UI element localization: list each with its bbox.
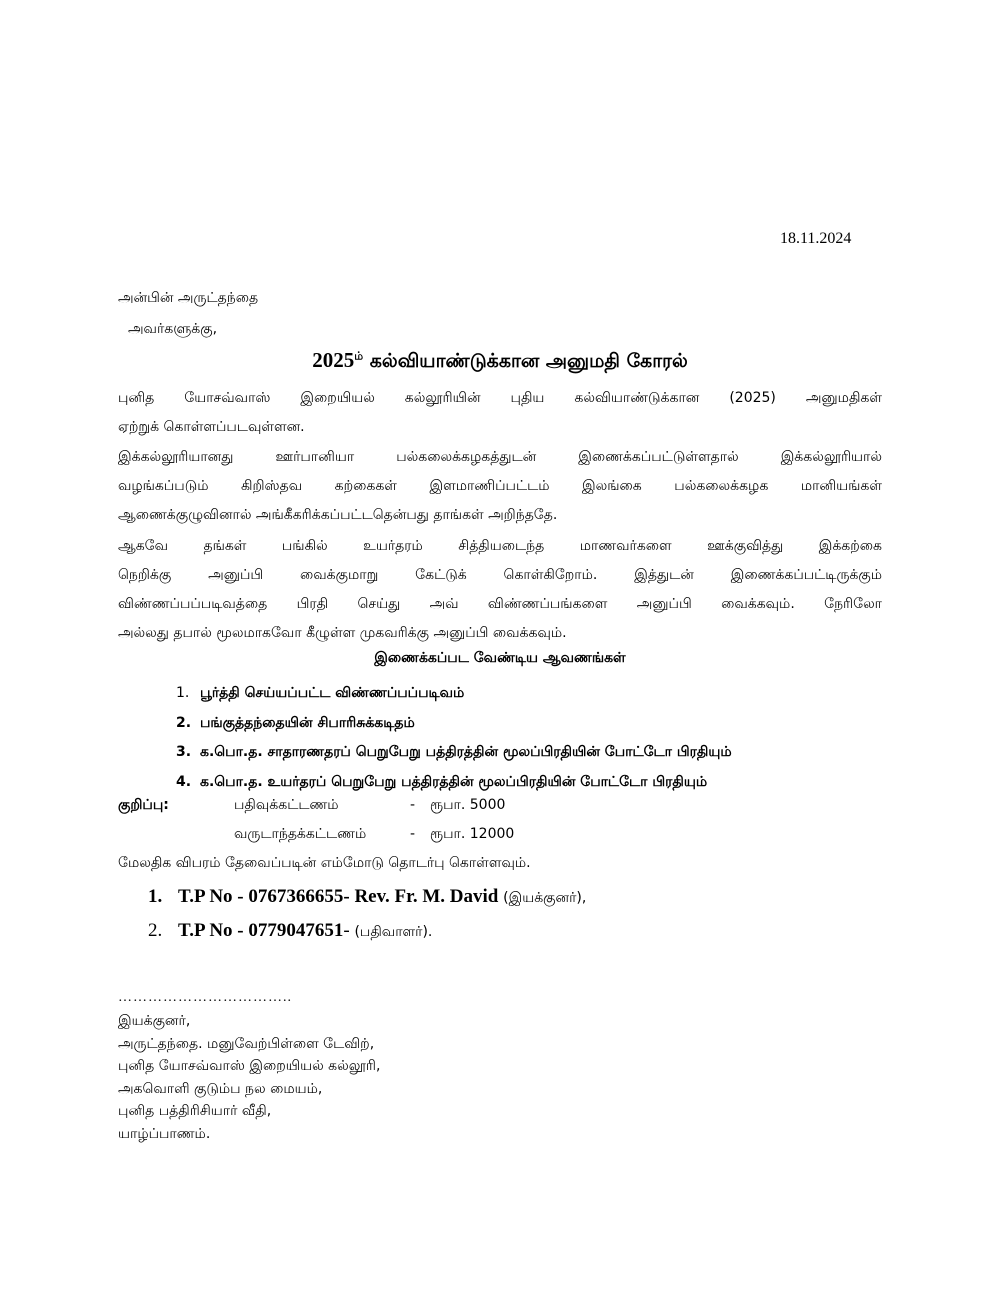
greeting-line-1: அன்பின் அருட்தந்தை bbox=[118, 290, 259, 306]
contact-role: (பதிவாளர்). bbox=[354, 924, 433, 940]
fee-dash: - bbox=[410, 826, 416, 842]
note-label: குறிப்பு: bbox=[118, 797, 169, 813]
letter-date: 18.11.2024 bbox=[780, 230, 852, 247]
paragraph-3-line: அல்லது தபால் மூலமாகவோ கீழுள்ள முகவரிக்கு அனுப்பி வைக்கவும். bbox=[118, 625, 567, 641]
signature-line-text: யாழ்ப்பாணம். bbox=[118, 1125, 211, 1142]
documents-heading: இணைக்கப்பட வேண்டிய ஆவணங்கள் bbox=[374, 650, 626, 666]
greeting-line-2: அவர்களுக்கு, bbox=[128, 321, 218, 337]
fee-name: பதிவுக்கட்டணம் bbox=[234, 797, 339, 813]
list-item-number: 1. bbox=[176, 685, 190, 701]
contact-number: 2. bbox=[148, 920, 163, 941]
contact-director bbox=[148, 886, 586, 908]
signature-line: …………………………….. bbox=[118, 990, 292, 1005]
list-item bbox=[176, 738, 732, 768]
contact-role: (இயக்குனர்), bbox=[503, 890, 587, 906]
fee-row-registration bbox=[234, 797, 505, 815]
paragraph-2-line: வழங்கப்படும் கிறிஸ்தவ கற்கைகள் இளமாணிப்பட்டம் இலங்கை பல்கலைக்கழக மானியங்கள் bbox=[118, 478, 882, 494]
title-text: கல்வியாண்டுக்கான அனுமதி கோரல் bbox=[369, 350, 688, 372]
list-item-text: க.பொ.த. சாதாரணதரப் பெறுபேறு பத்திரத்தின் மூலப்பிரதியின் போட்டோ பிரதியும் bbox=[200, 744, 732, 760]
list-item bbox=[176, 679, 732, 709]
contact-number: 1. bbox=[148, 886, 163, 907]
list-item bbox=[176, 709, 732, 739]
paragraph-3-line: நெறிக்கு அனுப்பி வைக்குமாறு கேட்டுக் கொள்கிறோம். இத்துடன் இணைக்கப்பட்டிருக்கும் bbox=[118, 567, 882, 583]
more-info: மேலதிக விபரம் தேவைப்படின் எம்மோடு தொடர்பு கொள்ளவும். bbox=[118, 855, 531, 871]
fee-name: வருடாந்தக்கட்டணம் bbox=[234, 826, 367, 842]
paragraph-2-line: இக்கல்லூரியானது ஊர்பானியா பல்கலைக்கழகத்துடன் இணைக்கப்பட்டுள்ளதால் இக்கல்லூரியால் bbox=[118, 449, 882, 465]
signature-line-text: புனித யோசவ்வாஸ் இறையியல் கல்லூரி, bbox=[118, 1058, 381, 1074]
fee-amount: ரூபா. 12000 bbox=[430, 826, 515, 842]
signature-line-text: புனித பத்திரிசியார் வீதி, bbox=[118, 1103, 272, 1119]
list-item-number: 2. bbox=[176, 714, 192, 731]
paragraph-1 bbox=[118, 384, 882, 442]
list-item-number: 4. bbox=[176, 773, 192, 790]
title-superscript: ம் bbox=[354, 349, 364, 363]
fee-row-annual bbox=[234, 826, 514, 844]
title-year: 2025 bbox=[312, 348, 355, 372]
fee-amount: ரூபா. 5000 bbox=[430, 797, 506, 813]
signature-block bbox=[118, 1010, 380, 1145]
signature-line-text: இயக்குனர், bbox=[118, 1013, 191, 1029]
paragraph-3-line: விண்ணப்பப்படிவத்தை பிரதி செய்து அவ் விண்ணப்பங்களை அனுப்பி வைக்கவும். நேரிலோ bbox=[118, 596, 882, 612]
contact-separator: - bbox=[343, 920, 355, 941]
paragraph-3 bbox=[118, 532, 882, 648]
list-item-text: க.பொ.த. உயர்தரப் பெறுபேறு பத்திரத்தின் மூலப்பிரதியின் போட்டோ பிரதியும் bbox=[200, 773, 708, 790]
paragraph-3-line: ஆகவே தங்கள் பங்கில் உயர்தரம் சித்தியடைந்த மாணவர்களை ஊக்குவித்து இக்கற்கை bbox=[118, 538, 882, 554]
contact-phone: T.P No - 0779047651 bbox=[178, 920, 344, 941]
paragraph-2-line: ஆணைக்குழுவினால் அங்கீகரிக்கப்பட்டதென்பது தாங்கள் அறிந்ததே. bbox=[118, 507, 558, 523]
list-item-number: 3. bbox=[176, 744, 192, 760]
contact-phone: T.P No - 0767366655- Rev. Fr. M. David bbox=[178, 886, 499, 907]
paragraph-2 bbox=[118, 443, 882, 530]
letter-title bbox=[0, 348, 1000, 375]
documents-list bbox=[176, 679, 732, 797]
fee-dash: - bbox=[410, 797, 416, 813]
signature-line-text: அகவொளி குடும்ப நல மையம், bbox=[118, 1080, 323, 1097]
paragraph-1-line: ஏற்றுக் கொள்ளப்படவுள்ளன. bbox=[118, 419, 305, 435]
list-item-text: பூர்த்தி செய்யப்பட்ட விண்ணப்பப்படிவம் bbox=[200, 685, 465, 701]
signature-line-text: அருட்தந்தை. மனுவேற்பிள்ளை டேவிற், bbox=[118, 1035, 375, 1052]
list-item bbox=[176, 768, 732, 798]
list-item-text: பங்குத்தந்தையின் சிபாரிசுக்கடிதம் bbox=[200, 714, 415, 731]
paragraph-1-line: புனித யோசவ்வாஸ் இறையியல் கல்லூரியின் புதிய கல்வியாண்டுக்கான (2025) அனுமதிகள் bbox=[118, 390, 882, 406]
contact-registrar bbox=[148, 920, 432, 942]
